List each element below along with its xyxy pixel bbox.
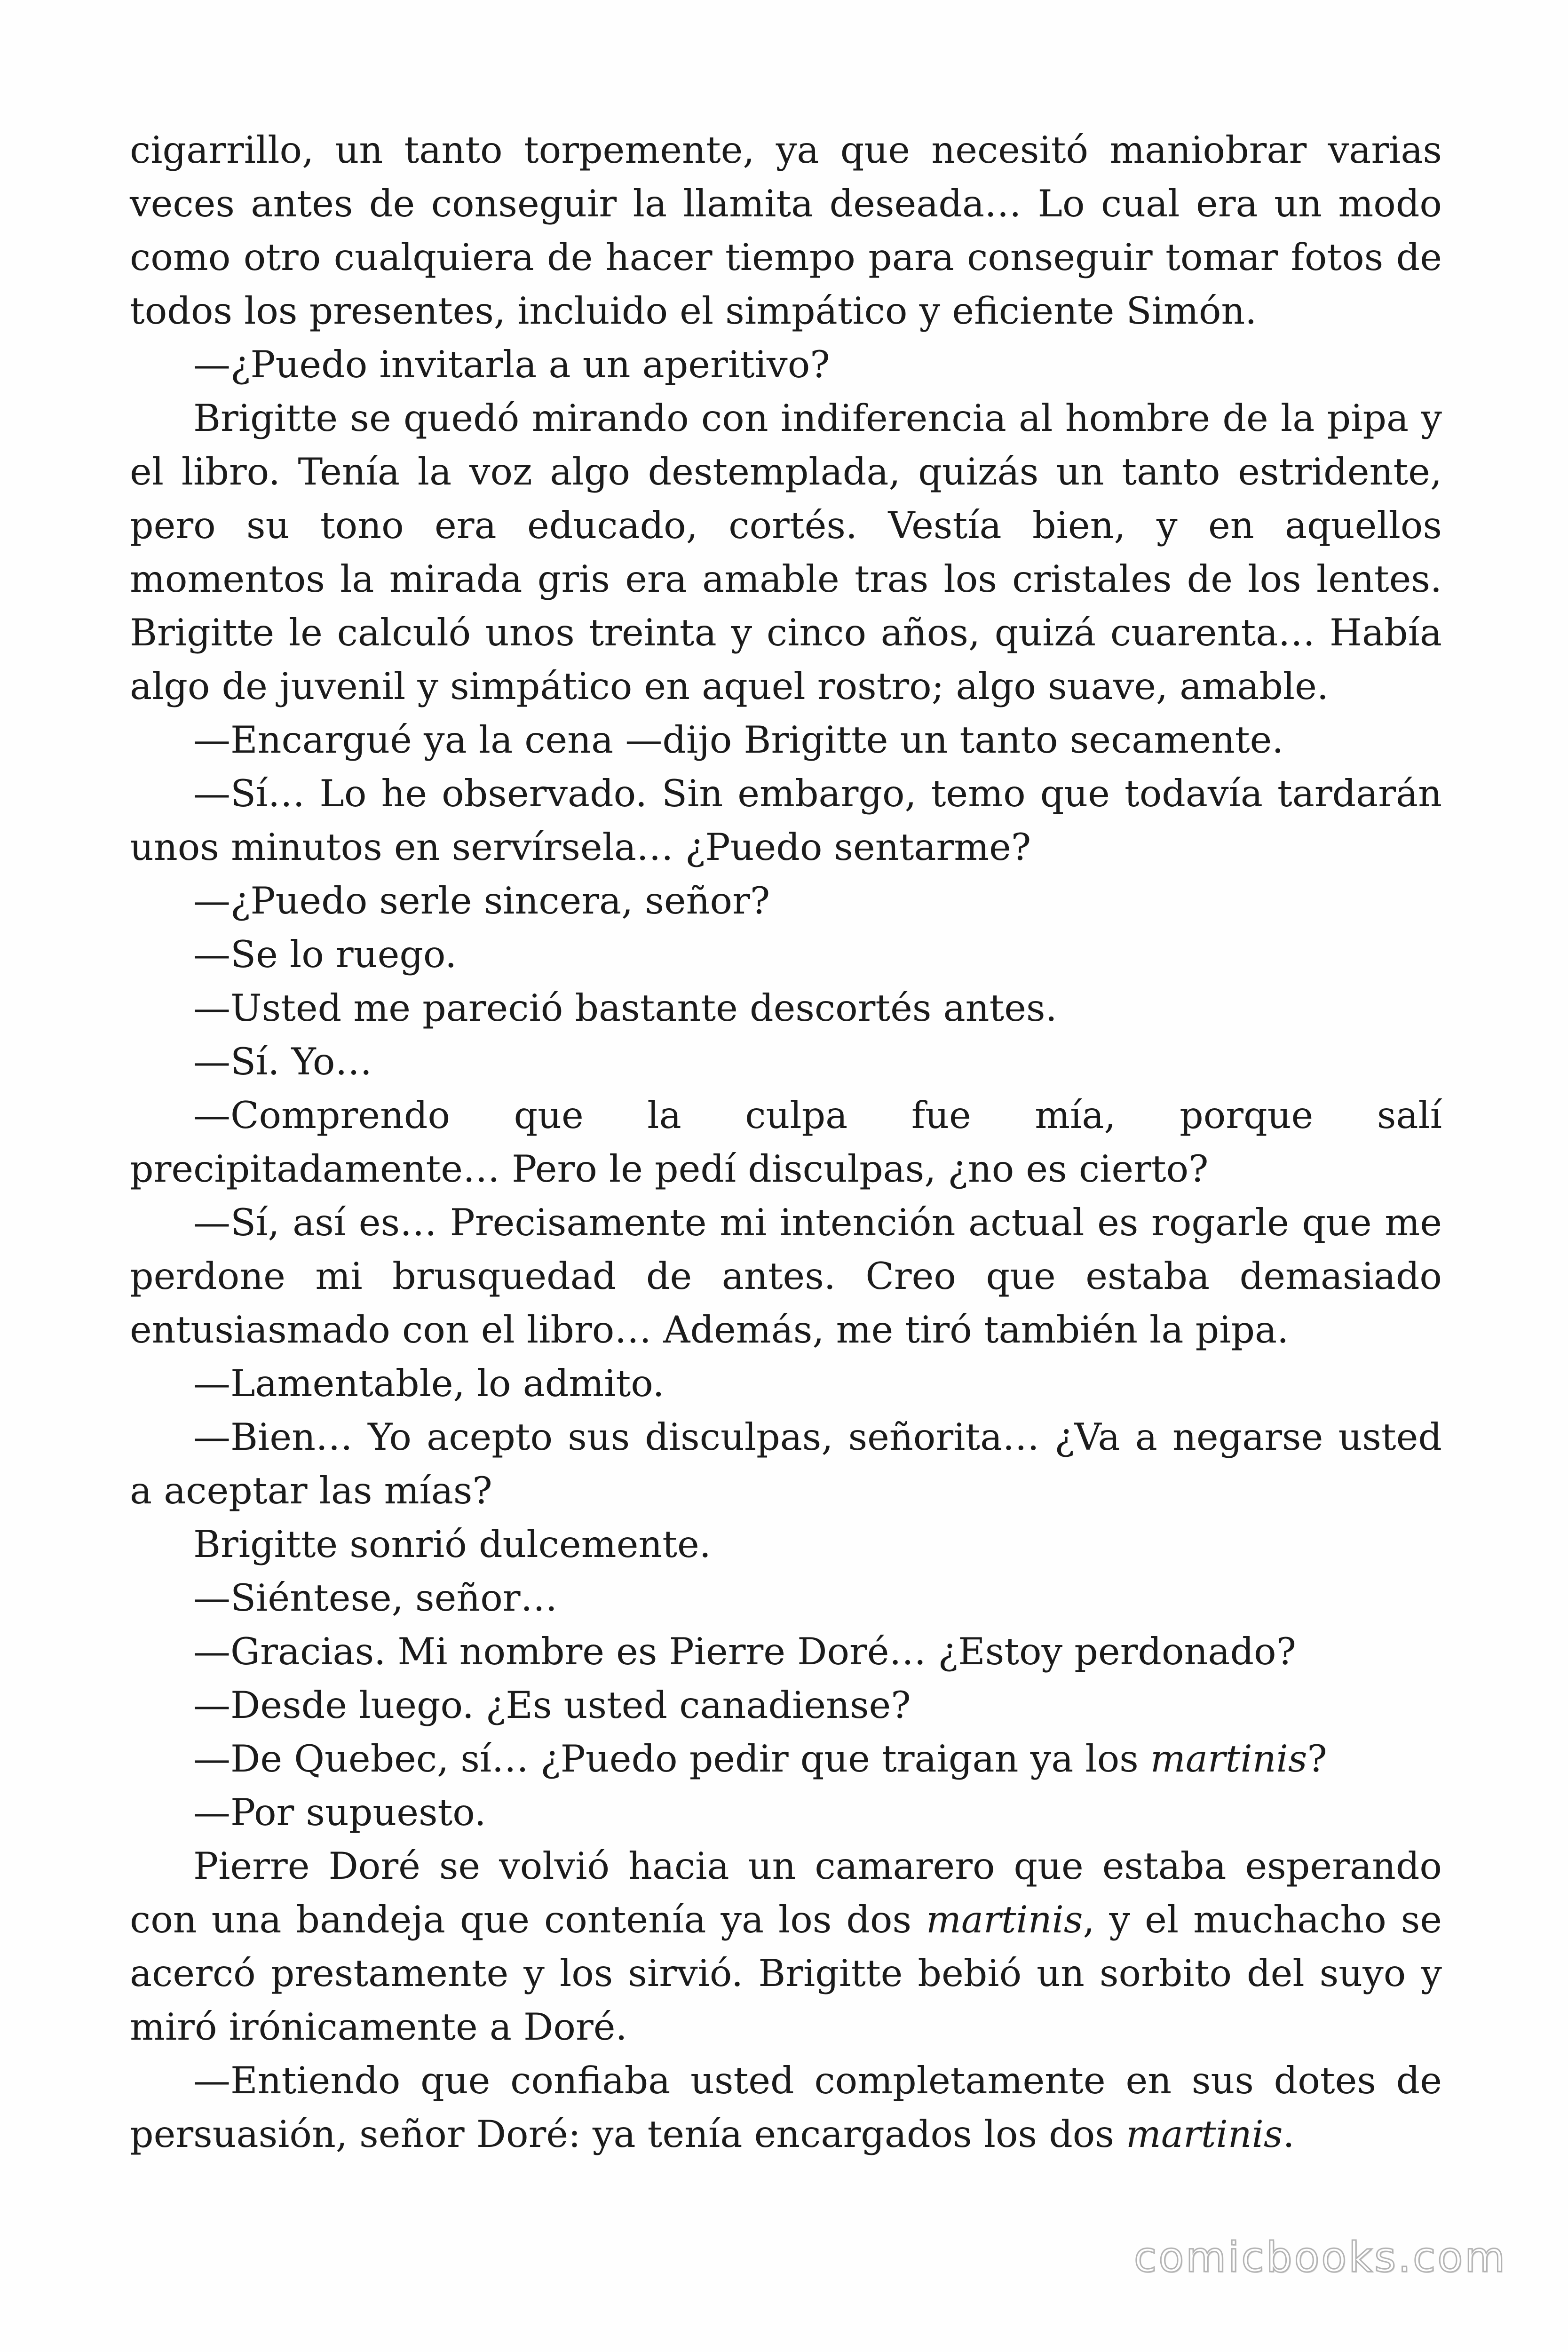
paragraph: [130, 338, 1442, 391]
paragraph: [130, 1625, 1442, 1678]
paragraph: [130, 981, 1442, 1035]
text-run: —Entiendo que confiaba usted completamente en sus dotes de persuasión, señor Doré: ya tenía encargados los dos: [130, 2059, 1442, 2156]
text-run: —Sí, así es… Precisamente mi intención actual es rogarle que me perdone mi brusquedad de antes. Creo que estaba demasiado entusiasmado con el libro… Además, me tiró también la pipa.: [130, 1201, 1442, 1351]
text-run: —De Quebec, sí… ¿Puedo pedir que traigan ya los: [193, 1737, 1150, 1780]
paragraph: [130, 1732, 1442, 1786]
text-run: , y el muchacho se acercó prestamente y los sirvió. Brigitte bebió un sorbito del suyo y miró irónicamente a Doré.: [130, 1898, 1442, 2049]
text-run: Brigitte se quedó mirando con indiferencia al hombre de la pipa y el libro. Tenía la voz algo destemplada, quizás un tanto estridente, pero su tono era educado, cortés. Vestía bien, y en aquellos momentos la mirada gris era amable tras los cristales de los lentes. Brigitte le calculó unos treinta y cinco años, quizá cuarenta… Había algo de juvenil y simpático en aquel rostro; algo suave, amable.: [130, 397, 1442, 708]
watermark-logo: comicbooks.com: [1133, 2233, 1507, 2281]
paragraph: [130, 1035, 1442, 1089]
text-run: —Por supuesto.: [193, 1791, 486, 1834]
text-run: Brigitte sonrió dulcemente.: [193, 1523, 711, 1566]
paragraph: [130, 767, 1442, 874]
paragraph: [130, 1410, 1442, 1518]
paragraph: [130, 1786, 1442, 1839]
text-run: —¿Puedo invitarla a un aperitivo?: [193, 343, 830, 386]
paragraph: [130, 1839, 1442, 2054]
text-run: —Sí… Lo he observado. Sin embargo, temo que todavía tardarán unos minutos en servírsela… ¿Puedo sentarme?: [130, 772, 1442, 869]
italic-text: martinis: [1126, 2113, 1283, 2156]
paragraph: [130, 1678, 1442, 1732]
paragraph: [130, 874, 1442, 928]
paragraph: [130, 1518, 1442, 1571]
text-run: —Comprendo que la culpa fue mía, porque salí precipitadamente… Pero le pedí disculpas, ¿no es cierto?: [130, 1094, 1442, 1191]
text-run: ?: [1307, 1737, 1327, 1780]
italic-text: martinis: [1150, 1737, 1307, 1780]
paragraph: [130, 928, 1442, 981]
text-run: —Lamentable, lo admito.: [193, 1362, 665, 1405]
paragraph: [130, 1196, 1442, 1357]
text-run: —Desde luego. ¿Es usted canadiense?: [193, 1684, 911, 1727]
paragraph: [130, 2054, 1442, 2161]
text-run: —Gracias. Mi nombre es Pierre Doré… ¿Estoy perdonado?: [193, 1630, 1296, 1673]
text-run: —Encargué ya la cena —dijo Brigitte un tanto secamente.: [193, 718, 1284, 762]
paragraph: [130, 1357, 1442, 1410]
text-run: —¿Puedo serle sincera, señor?: [193, 879, 770, 922]
paragraph: [130, 1571, 1442, 1625]
paragraph: [130, 1089, 1442, 1196]
text-run: —Sí. Yo…: [193, 1040, 372, 1083]
paragraph: [130, 713, 1442, 767]
text-run: —Siéntese, señor…: [193, 1576, 558, 1620]
text-run: —Usted me pareció bastante descortés antes.: [193, 986, 1057, 1030]
paragraph: [130, 391, 1442, 713]
text-run: Pierre Doré se volvió hacia un camarero que estaba esperando con una bandeja que contenía ya los dos: [130, 1844, 1442, 1941]
italic-text: martinis: [926, 1898, 1083, 1941]
text-run: —Bien… Yo acepto sus disculpas, señorita… ¿Va a negarse usted a aceptar las mías?: [130, 1415, 1442, 1512]
body-text: [130, 123, 1442, 2161]
text-run: .: [1283, 2113, 1295, 2156]
paragraph: [130, 123, 1442, 338]
text-run: —Se lo ruego.: [193, 933, 457, 976]
text-run: cigarrillo, un tanto torpemente, ya que necesitó maniobrar varias veces antes de conseguir la llamita deseada… Lo cual era un modo como otro cualquiera de hacer tiempo para conseguir tomar fotos de todos los presentes, incluido el simpático y eficiente Simón.: [130, 128, 1442, 333]
